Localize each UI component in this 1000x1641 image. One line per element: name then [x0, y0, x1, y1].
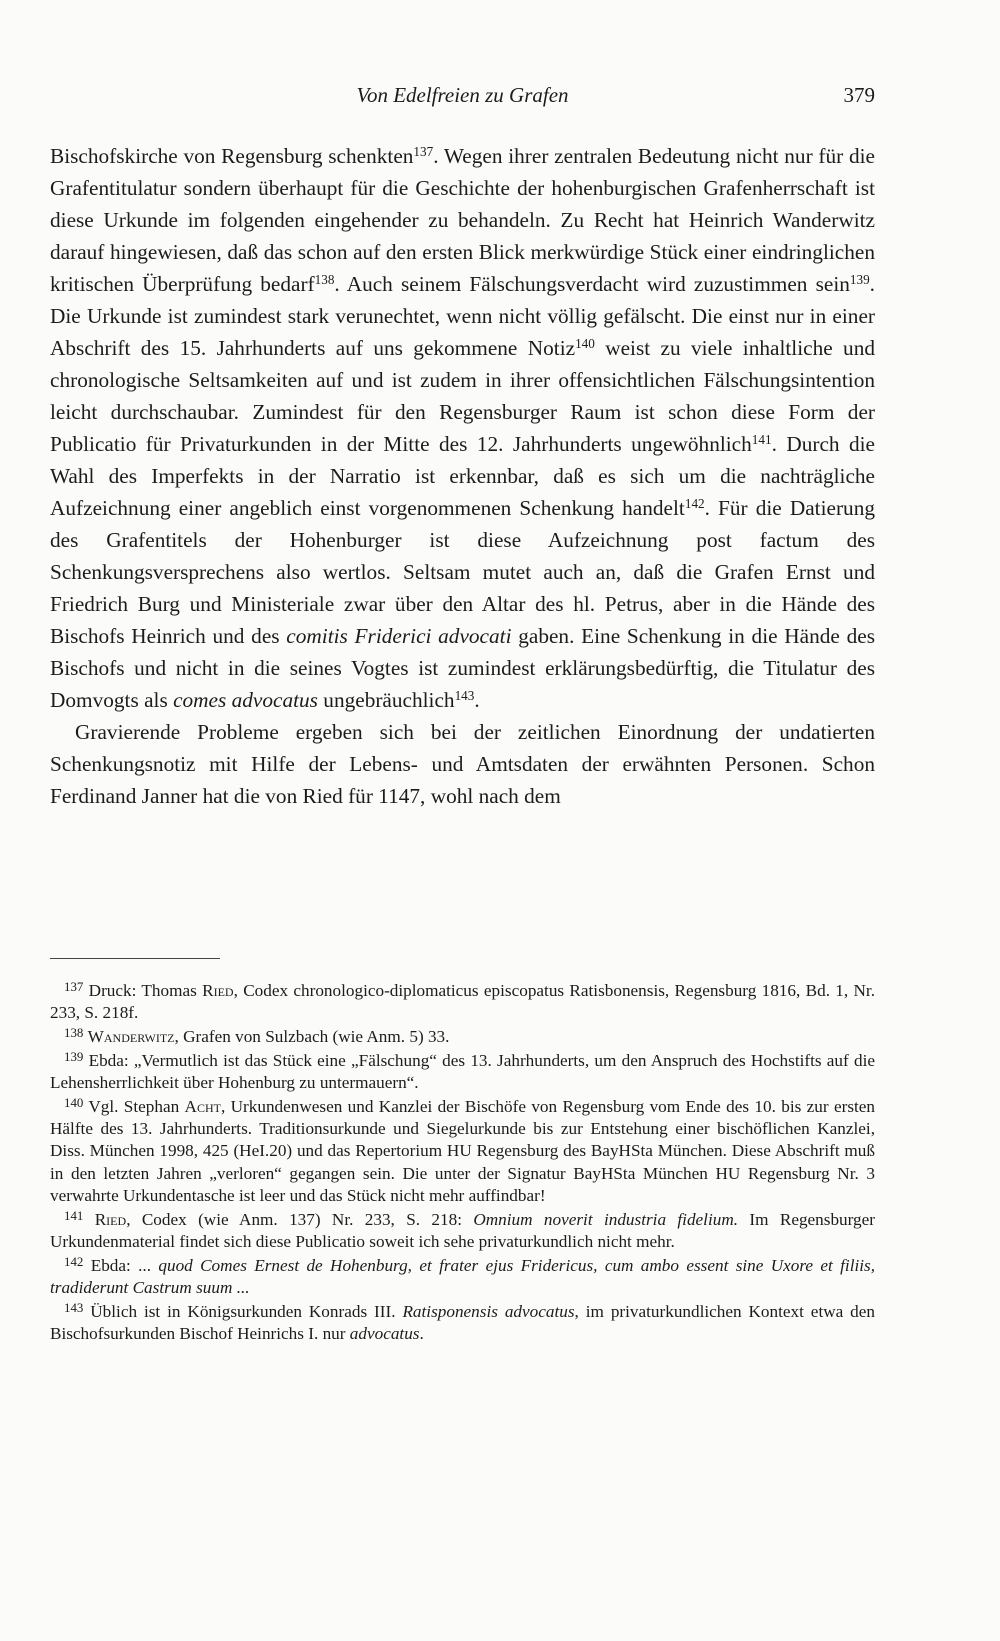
footnotes	[50, 980, 875, 1347]
footnote-text: , Codex (wie Anm. 137) Nr. 233, S. 218:	[126, 1209, 474, 1229]
text-run: . Wegen ihrer zentralen Bedeutung nicht nur für die Grafentitulatur sondern überhaupt für die Geschichte der hohenburgischen Grafenherrschaft ist diese Urkunde im folgenden eingehender zu behandeln. Zu Recht hat Heinrich Wanderwitz darauf hingewiesen, daß das schon auf den ersten Blick merkwürdige Stück einer eindringlichen kritischen Überprüfung bedarf	[50, 144, 875, 296]
author-name: Ried	[94, 1209, 127, 1229]
footnote-number: 142	[64, 1254, 84, 1269]
text-run: ungebräuchlich	[317, 688, 455, 712]
footnote-number: 140	[64, 1095, 84, 1110]
footnote-137	[50, 980, 875, 1025]
running-title: Von Edelfreien zu Grafen	[356, 83, 569, 107]
latin-phrase: comitis Friderici advocati	[286, 624, 512, 648]
footnote-number: 143	[64, 1300, 84, 1315]
footnote-ref-142: 142	[684, 495, 705, 511]
text-run: . Durch die Wahl des Imperfekts in der Narratio ist erkennbar, daß es sich um die nachträgliche Aufzeichnung einer angeblich einst vorgenommenen Schenkung handelt	[50, 432, 876, 520]
author-name: Ried	[202, 981, 234, 1000]
footnote-text: Druck: Thomas	[83, 981, 203, 1000]
text-run: .	[474, 688, 480, 712]
footnote-143	[50, 1301, 875, 1346]
author-name: Wanderwitz	[87, 1027, 175, 1046]
footnote-number: 137	[64, 979, 84, 994]
footnote-number: 141	[64, 1208, 84, 1223]
page-number: 379	[843, 83, 875, 107]
text-run: weist zu viele inhaltliche und chronologische Seltsamkeiten auf und ist zudem in ihrer offensichtlichen Fälschungsintention leicht durchschaubar. Zumindest für den Regensburger Raum ist schon diese Form der Publicatio für Privaturkunden in der Mitte des 12. Jahrhunderts ungewöhnlich	[50, 336, 875, 456]
footnote-text: Ebda: ...	[83, 1255, 159, 1275]
latin-phrase: Omnium noverit industria fidelium.	[473, 1209, 739, 1229]
footnote-text: , Urkundenwesen und Kanzlei der Bischöfe von Regensburg vom Ende des 10. bis zur ersten Hälfte des 13. Jahrhunderts. Traditionsurkunde und Siegelurkunde bis zur Entstehung einer bischöflichen Kanzlei, Diss. München 1998, 425 (HeI.20) und das Repertorium HU Regensburg des BayHSta München. Diese Abschrift muß in den letzten Jahren „verloren“ gegangen sein. Die unter der Signatur BayHSta München HU Regensburg Nr. 3 verwahrte Urkundentasche ist leer und das Stück nicht mehr auffindbar!	[50, 1096, 876, 1206]
footnote-139	[50, 1050, 875, 1095]
footnote-ref-139: 139	[849, 271, 870, 287]
footnote-text: Im Regensburger Urkundenmaterial findet sich diese Publicatio soweit ich sehe privaturkundlich nicht mehr.	[50, 1209, 876, 1252]
text-run: gaben. Eine Schenkung in die Hände des Bischofs und nicht in die seines Vogtes ist zumindest erklärungsbedürftig, die Titulatur des Domvogts als	[50, 624, 875, 712]
text-run: Bischofskirche von Regensburg schenkten	[50, 144, 414, 168]
running-head	[50, 80, 875, 110]
footnote-142	[50, 1255, 875, 1300]
text-run: . Für die Datierung des Grafentitels der Hohenburger ist diese Aufzeichnung post factum des Schenkungsversprechens also wertlos. Seltsam mutet auch an, daß die Grafen Ernst und Friedrich Burg und Ministeriale zwar über den Altar des hl. Petrus, aber in die Hände des Bischofs Heinrich und des	[50, 496, 875, 648]
footnote-text: Ebda: „Vermutlich ist das Stück eine „Fälschung“ des 13. Jahrhunderts, um den Anspruch des Hochstifts auf die Lehensherrlichkeit über Hohenburg zu untermauern“.	[50, 1050, 875, 1092]
footnote-140	[50, 1096, 875, 1208]
footnote-number: 138	[64, 1025, 84, 1040]
footnote-number: 139	[64, 1049, 84, 1064]
footnote-ref-143: 143	[454, 687, 475, 703]
footnote-141	[50, 1209, 875, 1254]
footnote-text	[83, 1210, 94, 1229]
body-text	[50, 140, 875, 812]
latin-phrase: comes advocatus	[173, 688, 318, 712]
footnote-divider	[50, 958, 220, 959]
latin-phrase: advocatus	[349, 1324, 420, 1344]
latin-phrase: quod Comes Ernest de Hohenburg, et frater ejus Fridericus, cum ambo essent sine Uxore et filiis, tradiderunt Castrum suum ...	[50, 1255, 876, 1298]
footnote-text: , im privaturkundlichen Kontext etwa den Bischofsurkunden Bischof Heinrichs I. nur	[50, 1301, 875, 1344]
footnote-138	[50, 1026, 875, 1048]
text-run: . Die Urkunde ist zumindest stark verunechtet, wenn nicht völlig gefälscht. Die einst nur in einer Abschrift des 15. Jahrhunderts auf uns gekommene Notiz	[50, 272, 875, 360]
footnote-text: , Grafen von Sulzbach (wie Anm. 5) 33.	[174, 1027, 450, 1046]
footnote-text: Vgl. Stephan	[83, 1096, 185, 1116]
paragraph-2: Gravierende Probleme ergeben sich bei der zeitlichen Einordnung der undatierten Schenkungsnotiz mit Hilfe der Lebens- und Amtsdaten der erwähnten Personen. Schon Ferdinand Janner hat die von Ried für 1147, wohl nach dem	[50, 720, 875, 808]
text-run: . Auch seinem Fälschungsverdacht wird zuzustimmen sein	[334, 272, 850, 296]
footnote-text: .	[419, 1324, 424, 1344]
footnote-text: Üblich ist in Königsurkunden Konrads III.	[83, 1301, 403, 1321]
author-name: Acht	[184, 1096, 221, 1116]
footnote-ref-137: 137	[413, 143, 434, 159]
latin-phrase: Ratisponensis advocatus	[402, 1301, 575, 1321]
footnote-ref-141: 141	[751, 431, 772, 447]
footnote-text: , Codex chronologico-diplomaticus episcopatus Ratisbonensis, Regensburg 1816, Bd. 1, Nr. 233, S. 218f.	[50, 981, 875, 1023]
footnote-ref-138: 138	[314, 271, 335, 287]
footnote-ref-140: 140	[575, 335, 595, 351]
paragraph-1	[50, 140, 875, 716]
